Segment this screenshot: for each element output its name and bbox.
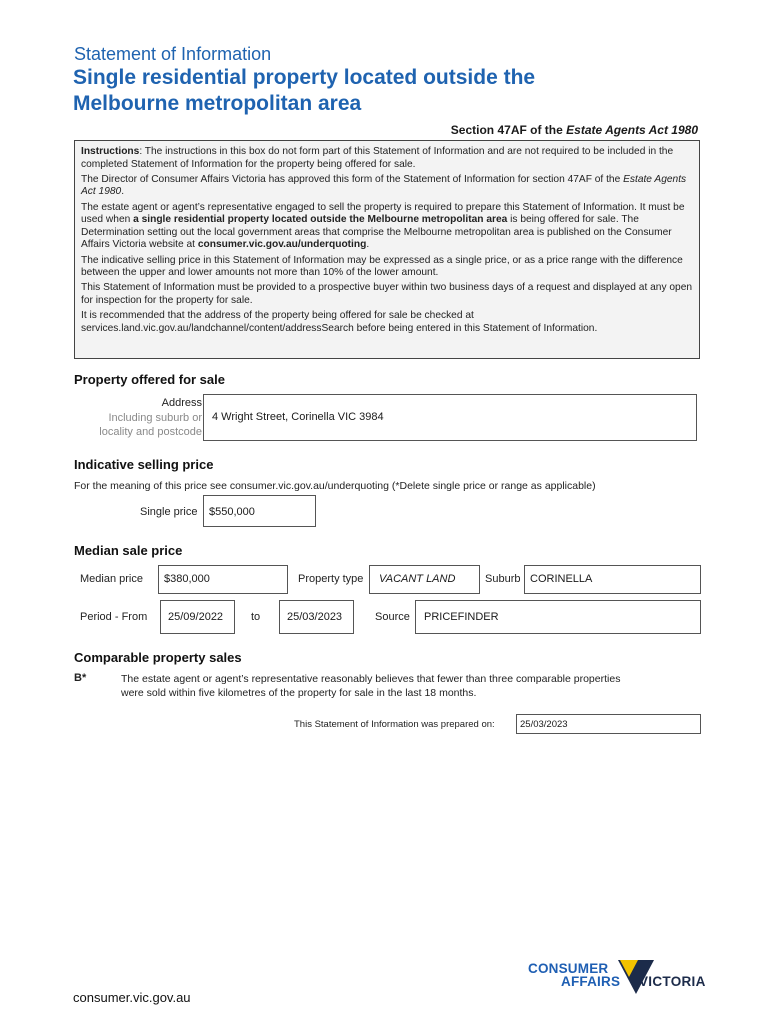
instructions-p3-end: . <box>366 239 370 251</box>
logo-victoria: VICTORIA <box>639 974 706 989</box>
address-hint-1: Including suburb or <box>108 411 202 424</box>
option-b-text-line2: were sold within five kilometres of the property for sale in the last 18 months. <box>121 687 477 699</box>
instructions-p4: The indicative selling price in this Statement of Information may be expressed as a single price, or as a price range with the difference between the upper and lower amounts not more than 10% of the lower amount. <box>81 254 683 279</box>
option-b-text-line1: The estate agent or agent’s representative reasonably believes that fewer than three comparable properties <box>121 673 621 685</box>
period-from-field[interactable]: 25/09/2022 <box>160 600 235 634</box>
option-b-label: B* <box>74 672 87 684</box>
period-to-field[interactable]: 25/03/2023 <box>279 600 354 634</box>
prepared-on-field[interactable]: 25/03/2023 <box>516 714 701 734</box>
logo-consumer: CONSUMER <box>528 961 609 976</box>
instructions-p2-act: Estate Agents Act 1980 <box>81 173 687 198</box>
single-price-field[interactable]: $550,000 <box>203 495 316 527</box>
form-title-line1: Single residential property located outside the <box>73 66 536 89</box>
footer-url[interactable]: consumer.vic.gov.au <box>73 990 191 1005</box>
instructions-p3-a: The estate agent or agent’s representative engaged to sell the property is required to prepare this Statement of Information. It must be used when <box>81 201 685 226</box>
comparable-heading: Comparable property sales <box>74 650 242 665</box>
period-to-label: to <box>251 611 261 623</box>
section-ref-act: Estate Agents Act 1980 <box>566 123 698 137</box>
property-type-field[interactable]: VACANT LAND <box>369 565 480 594</box>
median-price-field[interactable]: $380,000 <box>158 565 288 594</box>
instructions-p1 <box>81 146 693 171</box>
indicative-heading: Indicative selling price <box>74 457 214 472</box>
instructions-p2-text: The Director of Consumer Affairs Victoria has approved this form of the Statement of Information for section 47AF of the <box>81 173 624 185</box>
instructions-p2-end: . <box>121 186 125 198</box>
instructions-box <box>74 140 700 359</box>
indicative-note: For the meaning of this price see consumer.vic.gov.au/underquoting (*Delete single price or range as applicable) <box>74 480 596 492</box>
single-price-label: Single price <box>140 506 198 518</box>
instructions-label: Instructions <box>81 146 140 157</box>
address-labels <box>80 396 202 440</box>
section-ref-prefix: Section 47AF of the <box>450 123 567 137</box>
address-hint-2: locality and postcode <box>99 426 202 438</box>
instructions-p1-text: : The instructions in this box do not form part of this Statement of Information and are not required to be included in the completed Statement of Information for the property being offered for sale. <box>81 146 674 170</box>
option-b-text <box>121 672 620 700</box>
property-heading: Property offered for sale <box>74 372 225 387</box>
underquoting-link[interactable]: consumer.vic.gov.au/underquoting <box>197 239 367 251</box>
instructions-p2 <box>81 174 693 199</box>
source-field[interactable]: PRICEFINDER <box>415 600 701 634</box>
source-label: Source <box>375 611 410 623</box>
median-heading: Median sale price <box>74 543 183 558</box>
address-field[interactable]: 4 Wright Street, Corinella VIC 3984 <box>203 394 697 441</box>
property-type-label: Property type <box>298 573 364 585</box>
instructions-p3-b: is being offered for sale. The Determination setting out the local government areas that comprise the Melbourne metropolitan area is published on the Consumer Affairs Victoria website at <box>81 214 672 251</box>
instructions-p6: It is recommended that the address of the property being offered for sale be checked at services.land.vic.gov.au/landchannel/content/addressSearch before being entered in this Statement of Information. <box>81 310 598 334</box>
median-price-label: Median price <box>80 573 143 585</box>
form-title <box>73 65 535 117</box>
instructions-p5: This Statement of Information must be provided to a prospective buyer within two business days of a request and displayed at any open for inspection for the property for sale. <box>81 282 693 306</box>
instructions-p3 <box>81 202 693 252</box>
address-label: Address <box>161 397 202 409</box>
prepared-on-label: This Statement of Information was prepared on: <box>294 719 495 730</box>
consumer-affairs-victoria-logo <box>528 958 704 1004</box>
instructions-p3-bold: a single residential property located outside the Melbourne metropolitan area <box>133 214 508 226</box>
suburb-field[interactable]: CORINELLA <box>524 565 701 594</box>
suburb-label: Suburb <box>485 573 521 585</box>
period-from-label: Period - From <box>80 611 148 623</box>
section-reference <box>451 123 698 137</box>
form-title-line2: Melbourne metropolitan area <box>73 92 362 115</box>
form-subtitle: Statement of Information <box>74 44 272 64</box>
logo-affairs: AFFAIRS <box>561 974 621 989</box>
